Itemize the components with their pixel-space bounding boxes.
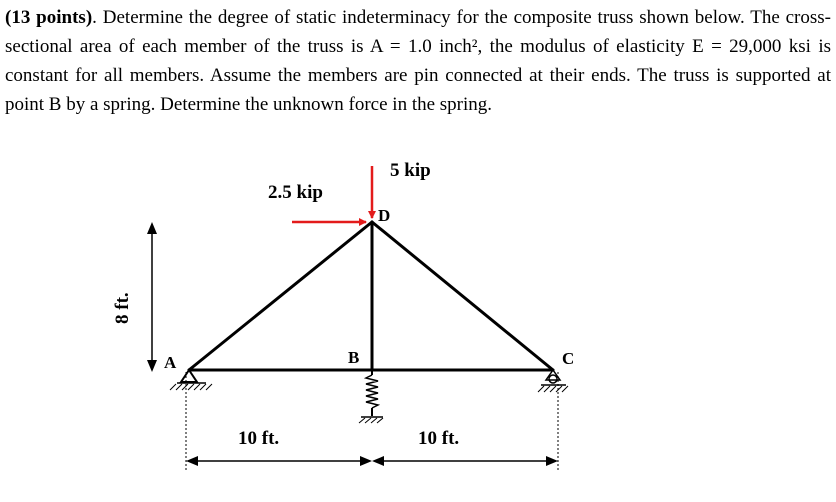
pin-support-a <box>170 370 212 390</box>
problem-text: . Determine the degree of static indeterminacy for the composite truss shown below. The cross-sectional area of each member of the truss is A = 1.0 inch², the modulus of elasticity E = 29,000 ksi is constant for all members. Assume the members are pin connected at their ends. The truss is supported at point B by a spring. Determine the unknown force in the spring. <box>5 7 831 115</box>
points-label: (13 points) <box>5 7 93 28</box>
truss-members <box>189 222 553 370</box>
roller-support-c <box>538 370 568 392</box>
node-label-d: D <box>378 206 391 225</box>
right-span-label: 10 ft. <box>418 428 460 449</box>
member-ad <box>189 222 372 370</box>
height-dimension-label: 8 ft. <box>112 292 133 324</box>
node-label-a: A <box>164 353 177 372</box>
horizontal-load-label: 2.5 kip <box>268 182 323 203</box>
span-dimensions <box>186 372 558 470</box>
height-dimension <box>112 222 157 372</box>
member-dc <box>372 222 553 370</box>
node-label-c: C <box>562 349 575 368</box>
vertical-load-label: 5 kip <box>390 160 431 181</box>
spring-support-b <box>359 370 383 423</box>
node-label-b: B <box>348 348 360 367</box>
left-span-label: 10 ft. <box>238 428 280 449</box>
